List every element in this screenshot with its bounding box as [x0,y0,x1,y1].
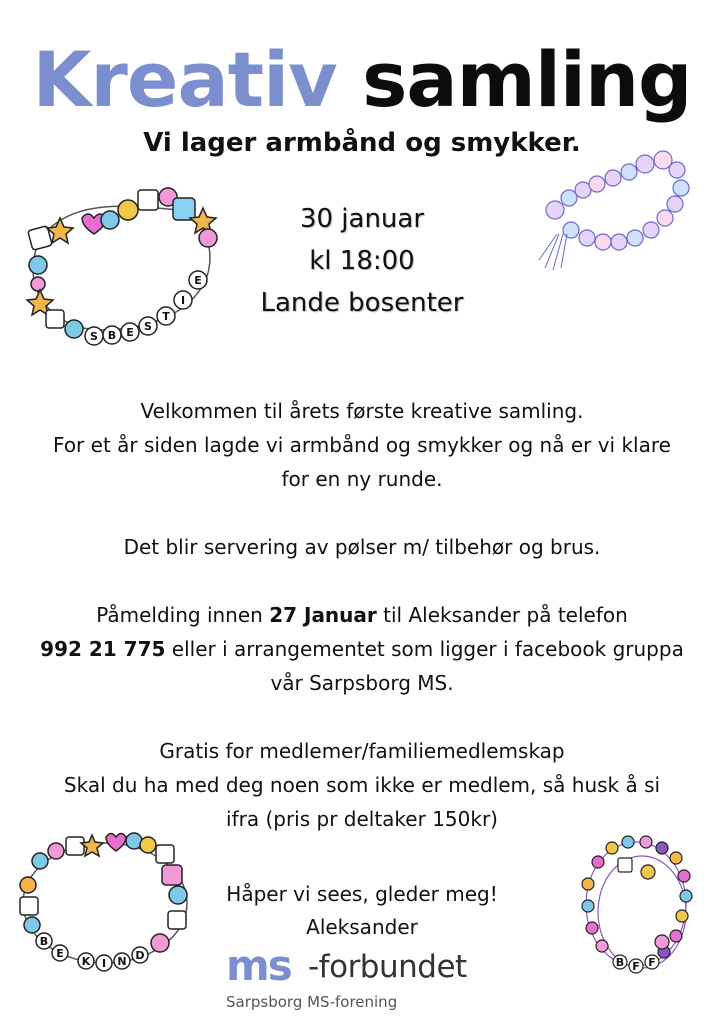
bracelet-letter-bead: N [117,955,127,968]
bracelet-letter-bead: D [135,949,145,962]
signup-post: til Aleksander på telefon [376,603,628,627]
bracelet-letter-bead: I [101,957,107,970]
logo-mark: ms [226,941,291,990]
logo-subtitle: Sarpsborg MS-forening [226,993,398,1011]
food-line: Det blir servering av pølser m/ tilbehør og brus. [123,535,601,559]
signoff-name: Aleksander [306,915,418,939]
intro-line-1: Velkommen til årets første kreative samling. [140,399,584,423]
signoff-line-1: Håper vi sees, gleder meg! [226,882,498,906]
bracelet-letter-bead: E [126,326,134,339]
pastel-bead-bracelet-illustration [535,150,695,275]
bracelet-letter-bead: K [81,955,91,968]
bracelet-letter-bead: I [180,294,186,307]
event-time: kl 18:00 [309,246,415,276]
signup-pre: Påmelding innen [96,603,270,627]
bracelet-letter-bead: E [194,274,202,287]
event-place: Lande bosenter [260,288,464,318]
guest-line-2: ifra (pris pr deltaker 150kr) [226,807,498,831]
phone-number: 992 21 775 [40,637,166,661]
signup-line-3: vår Sarpsborg MS. [270,671,454,695]
bracelet-letter-bead: T [162,310,170,323]
page-title [0,30,724,130]
logo-wordmark: -forbundet [308,949,467,985]
intro-line-3: for en ny runde. [281,467,443,491]
signoff [0,878,724,944]
bracelet-letter-bead: S [90,330,98,343]
bracelet-letter-bead: B [39,935,49,948]
intro-line-2: For et år siden lagde vi armbånd og smykker og nå er vi klare [53,433,671,457]
besties-bracelet-illustration [18,180,228,350]
bracelet-letter-bead: B [107,329,117,342]
signup-line-2 [0,632,724,666]
bracelet-letter-bead: F [648,956,656,969]
bracelet-letter-bead: S [144,320,152,333]
ms-forbundet-logo [226,943,526,993]
bracelet-letter-bead: F [632,960,640,973]
title-rest: samling [362,35,692,124]
signup-line-1 [0,598,724,632]
title-accent: Kreativ [32,35,337,124]
event-info [200,198,524,324]
free-line: Gratis for medlemer/familiemedlemskap [159,739,565,763]
signup-deadline: 27 Januar [269,603,377,627]
guest-line-1: Skal du ha med deg noen som ikke er medlem, så husk å si [63,773,661,797]
event-date: 30 januar [299,204,425,234]
page-subtitle: Vi lager armbånd og smykker. [143,128,581,158]
body-text [0,394,724,836]
bracelet-letter-bead: E [56,947,64,960]
bracelet-letter-bead: B [615,956,625,969]
signup-line-2-post: eller i arrangementet som ligger i facebook gruppa [165,637,684,661]
